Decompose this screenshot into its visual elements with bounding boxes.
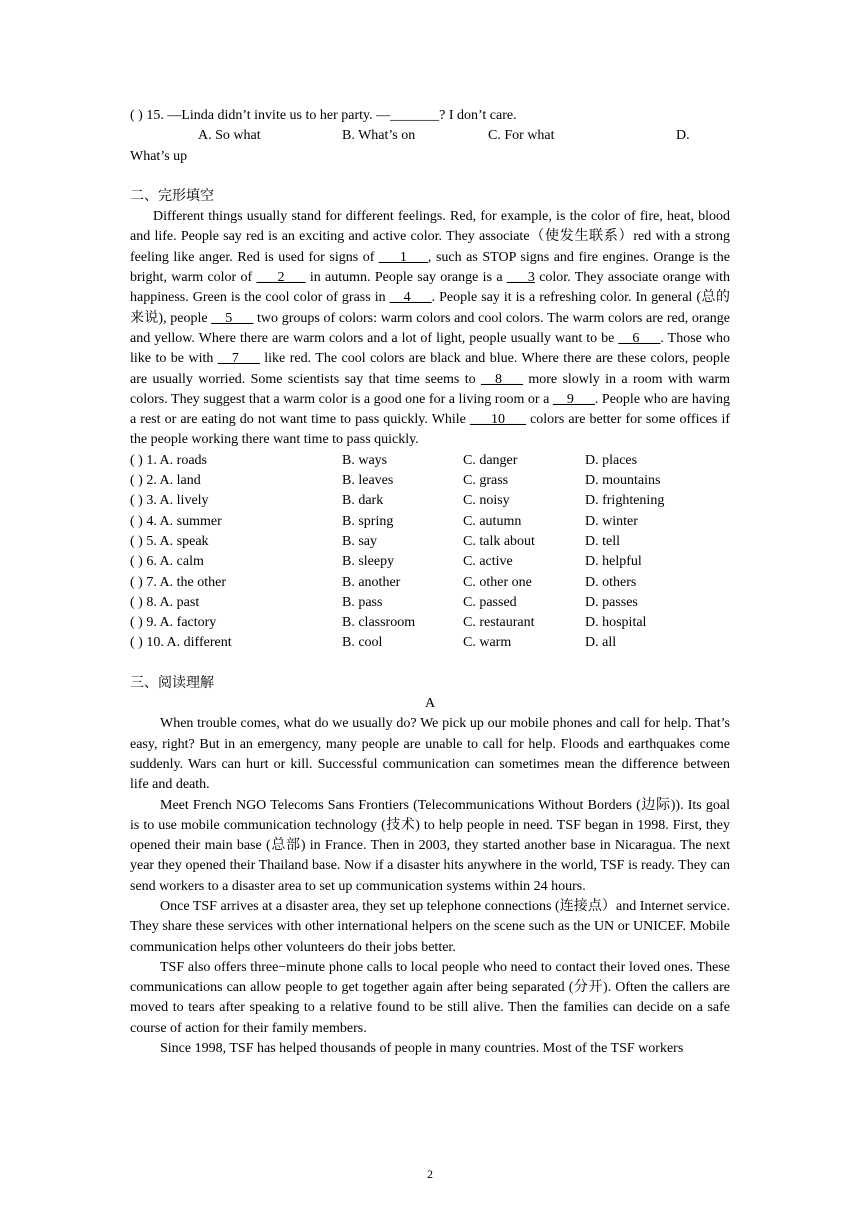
- option-c: C. For what: [488, 128, 555, 144]
- reading-section-label: A: [424, 696, 436, 712]
- option-b: B. leaves: [342, 473, 394, 489]
- passage-text: colors are better for some offices if the people working there want time to pass quickly.: [130, 412, 730, 448]
- option-b: B. spring: [342, 513, 394, 529]
- option-d: D. others: [585, 574, 637, 590]
- option-c: C. warm: [463, 635, 512, 651]
- question-number: ( ) 3. A. lively: [130, 493, 209, 509]
- option-b: B. pass: [342, 594, 383, 610]
- question-number: ( ) 4. A. summer: [130, 513, 222, 529]
- option-b: B. ways: [342, 452, 388, 468]
- cloze-question-row: [130, 451, 730, 471]
- option-c: C. passed: [463, 594, 517, 610]
- passage-text: like red. The cool colors are black and blue. Where there are these colors, people are usually worried. Some scientists say that time seems to: [130, 351, 730, 387]
- passage-text: . Those who like to be with: [130, 330, 730, 367]
- reading-paragraph: TSF also offers three−minute phone calls to local people who need to contact their loved ones. These communications can allow people to get together again after being separated (分开). Often the callers are moved to tears after speaking to a relative found to be still alive. Then the families can decide on a safe course of action for their family members.: [130, 959, 730, 1036]
- cloze-blank: __6___: [618, 330, 661, 346]
- passage-text: . People who are having a rest or are eating do not want time to pass quickly. While: [130, 391, 730, 428]
- option-b: B. cool: [342, 635, 383, 651]
- cloze-blank: __4___: [389, 290, 432, 306]
- passage-text: two groups of colors: warm colors and cool colors. The warm colors are red, orange and yellow. Where there are warm colors and a lot of light, people usually want to be: [130, 310, 730, 346]
- page-number: 2: [427, 1167, 433, 1181]
- passage-text: Different things usually stand for different feelings. Red, for example, is the color of fire, heat, blood and life. People say red is an exciting and active color. They associate（使发生联系）red with a strong feeling like anger. Red is used for signs of: [130, 209, 730, 265]
- question-number: ( ) 6. A. calm: [130, 554, 204, 570]
- option-b: B. dark: [342, 493, 384, 509]
- cloze-passage: [130, 207, 730, 451]
- option-d: D. tell: [585, 533, 620, 549]
- cloze-question-row: [130, 471, 730, 491]
- question-number: ( ) 10. A. different: [130, 635, 232, 651]
- cloze-blank: ___3: [506, 270, 535, 286]
- question-number: ( ) 9. A. factory: [130, 615, 217, 631]
- cloze-blank: ___1___: [378, 249, 428, 265]
- question-number: ( ) 7. A. the other: [130, 574, 227, 590]
- option-c: C. other one: [463, 574, 532, 590]
- option-d: D.: [676, 128, 690, 144]
- reading-paragraph: When trouble comes, what do we usually do? We pick up our mobile phones and call for help. That’s easy, right? But in an emergency, many people are unable to call for help. Floods and earthquakes come suddenly. Wars can hurt or kill. Successful communication can sometimes mean the difference between life and death.: [130, 716, 730, 793]
- cloze-blank: ___2___: [256, 270, 306, 286]
- option-d-continued: What’s up: [130, 148, 188, 164]
- option-c: C. restaurant: [463, 615, 535, 631]
- option-a: A. So what: [198, 128, 261, 144]
- cloze-questions: [130, 451, 730, 654]
- passage-text: color. They associate orange with happiness. Green is the cool color of grass in: [130, 270, 730, 306]
- question-number: ( ) 8. A. past: [130, 594, 200, 610]
- option-d: D. hospital: [585, 615, 647, 631]
- cloze-question-row: [130, 532, 730, 552]
- option-d: D. mountains: [585, 473, 661, 489]
- passage-text: in autumn. People say orange is a: [305, 270, 507, 286]
- option-b: B. What’s on: [342, 128, 416, 144]
- reading-passage: [130, 714, 730, 1059]
- passage-text: more slowly in a room with warm colors. They suggest that a warm color is a good one for a living room or a: [130, 371, 730, 407]
- cloze-blank: __7___: [217, 351, 260, 367]
- cloze-question-row: [130, 512, 730, 532]
- cloze-question-row: [130, 593, 730, 613]
- option-d: D. winter: [585, 513, 638, 529]
- option-d: D. all: [585, 635, 617, 651]
- cloze-heading: 二、完形填空: [130, 188, 214, 204]
- cloze-question-row: [130, 491, 730, 511]
- reading-paragraph: Since 1998, TSF has helped thousands of people in many countries. Most of the TSF workers: [160, 1041, 684, 1057]
- passage-text: . People say it is a refreshing color. In general (总的来说), people: [130, 290, 730, 326]
- cloze-blank: ___10___: [469, 412, 526, 428]
- cloze-question-row: [130, 573, 730, 593]
- option-c: C. danger: [463, 452, 518, 468]
- option-d: D. passes: [585, 594, 638, 610]
- reading-paragraph: Meet French NGO Telecoms Sans Frontiers (Telecommunications Without Borders (边际)). Its goal is to use mobile communication technology (技术) to help people in need. TSF began in 1998. First, they opened their main base (总部) in France. Then in 2003, they started another base in Nicaragua. The next year they opened their Thailand base. Now if a disaster hits anywhere in the world, TSF is ready. They can send workers to a disaster area to set up communication systems within 24 hours.: [130, 797, 730, 894]
- option-c: C. noisy: [463, 493, 510, 509]
- question-number: ( ) 2. A. land: [130, 473, 201, 489]
- option-b: B. classroom: [342, 615, 416, 631]
- option-c: C. talk about: [463, 533, 535, 549]
- question-15-stem: ( ) 15. —Linda didn’t invite us to her party. —_______? I don’t care.: [130, 108, 517, 123]
- passage-text: , such as STOP signs and fire engines. Orange is the bright, warm color of: [130, 249, 730, 286]
- question-15-options: [130, 126, 730, 146]
- cloze-blank: __5___: [211, 310, 254, 326]
- page-content: [130, 106, 730, 1059]
- cloze-blank: __9___: [552, 391, 595, 407]
- option-b: B. sleepy: [342, 554, 395, 570]
- reading-heading: 三、阅读理解: [130, 675, 214, 691]
- option-d: D. helpful: [585, 554, 642, 570]
- cloze-blank: __8___: [480, 371, 523, 387]
- option-c: C. autumn: [463, 513, 522, 529]
- question-number: ( ) 5. A. speak: [130, 533, 209, 549]
- cloze-question-row: [130, 633, 730, 653]
- option-c: C. active: [463, 554, 513, 570]
- reading-paragraph: Once TSF arrives at a disaster area, they set up telephone connections (连接点）and Internet service. They share these services with other international helpers on the scene such as the UN or UNICEF. Mobile communication helps other volunteers do their jobs better.: [130, 898, 730, 955]
- question-number: ( ) 1. A. roads: [130, 452, 207, 468]
- cloze-question-row: [130, 552, 730, 572]
- option-d: D. frightening: [585, 493, 665, 509]
- option-b: B. another: [342, 574, 401, 590]
- cloze-question-row: [130, 613, 730, 633]
- option-c: C. grass: [463, 473, 509, 489]
- option-d: D. places: [585, 452, 638, 468]
- option-b: B. say: [342, 533, 377, 549]
